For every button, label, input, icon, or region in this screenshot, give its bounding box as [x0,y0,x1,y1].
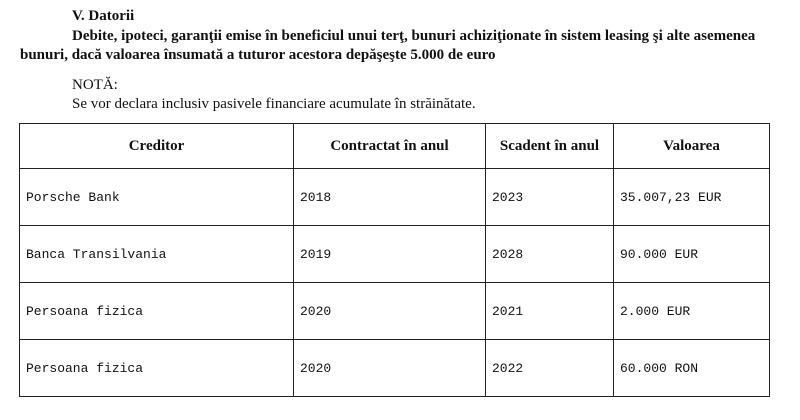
header-creditor: Creditor [20,124,294,169]
cell-contract-year: 2018 [294,169,486,226]
table-row [20,283,770,340]
cell-creditor: Porsche Bank [20,169,294,226]
cell-creditor: Banca Transilvania [20,226,294,283]
section-title: V. Datorii [72,8,135,24]
cell-value: 2.000 EUR [614,283,770,340]
table-row [20,169,770,226]
cell-value: 90.000 EUR [614,226,770,283]
table-row [20,340,770,397]
section-description: Debite, ipoteci, garanţii emise în beneficiul unui terţ, bunuri achiziţionate în sistem leasing şi alte asemenea bunuri, dacă valoarea însumată a tuturor acestora depăşeşte 5.000 de euro [20,28,756,63]
table-row [20,226,770,283]
cell-due-year: 2022 [486,340,614,397]
cell-due-year: 2023 [486,169,614,226]
note-label: NOTĂ: [72,77,118,93]
cell-creditor: Persoana fizica [20,283,294,340]
cell-due-year: 2021 [486,283,614,340]
cell-due-year: 2028 [486,226,614,283]
debts-table [19,123,770,397]
note-text: Se vor declara inclusiv pasivele financiare acumulate în străinătate. [72,96,476,112]
header-value: Valoarea [614,124,770,169]
table-header-row [20,124,770,169]
cell-contract-year: 2020 [294,340,486,397]
cell-value: 35.007,23 EUR [614,169,770,226]
cell-value: 60.000 RON [614,340,770,397]
header-due-year: Scadent în anul [486,124,614,169]
cell-creditor: Persoana fizica [20,340,294,397]
cell-contract-year: 2019 [294,226,486,283]
header-contract-year: Contractat în anul [294,124,486,169]
cell-contract-year: 2020 [294,283,486,340]
